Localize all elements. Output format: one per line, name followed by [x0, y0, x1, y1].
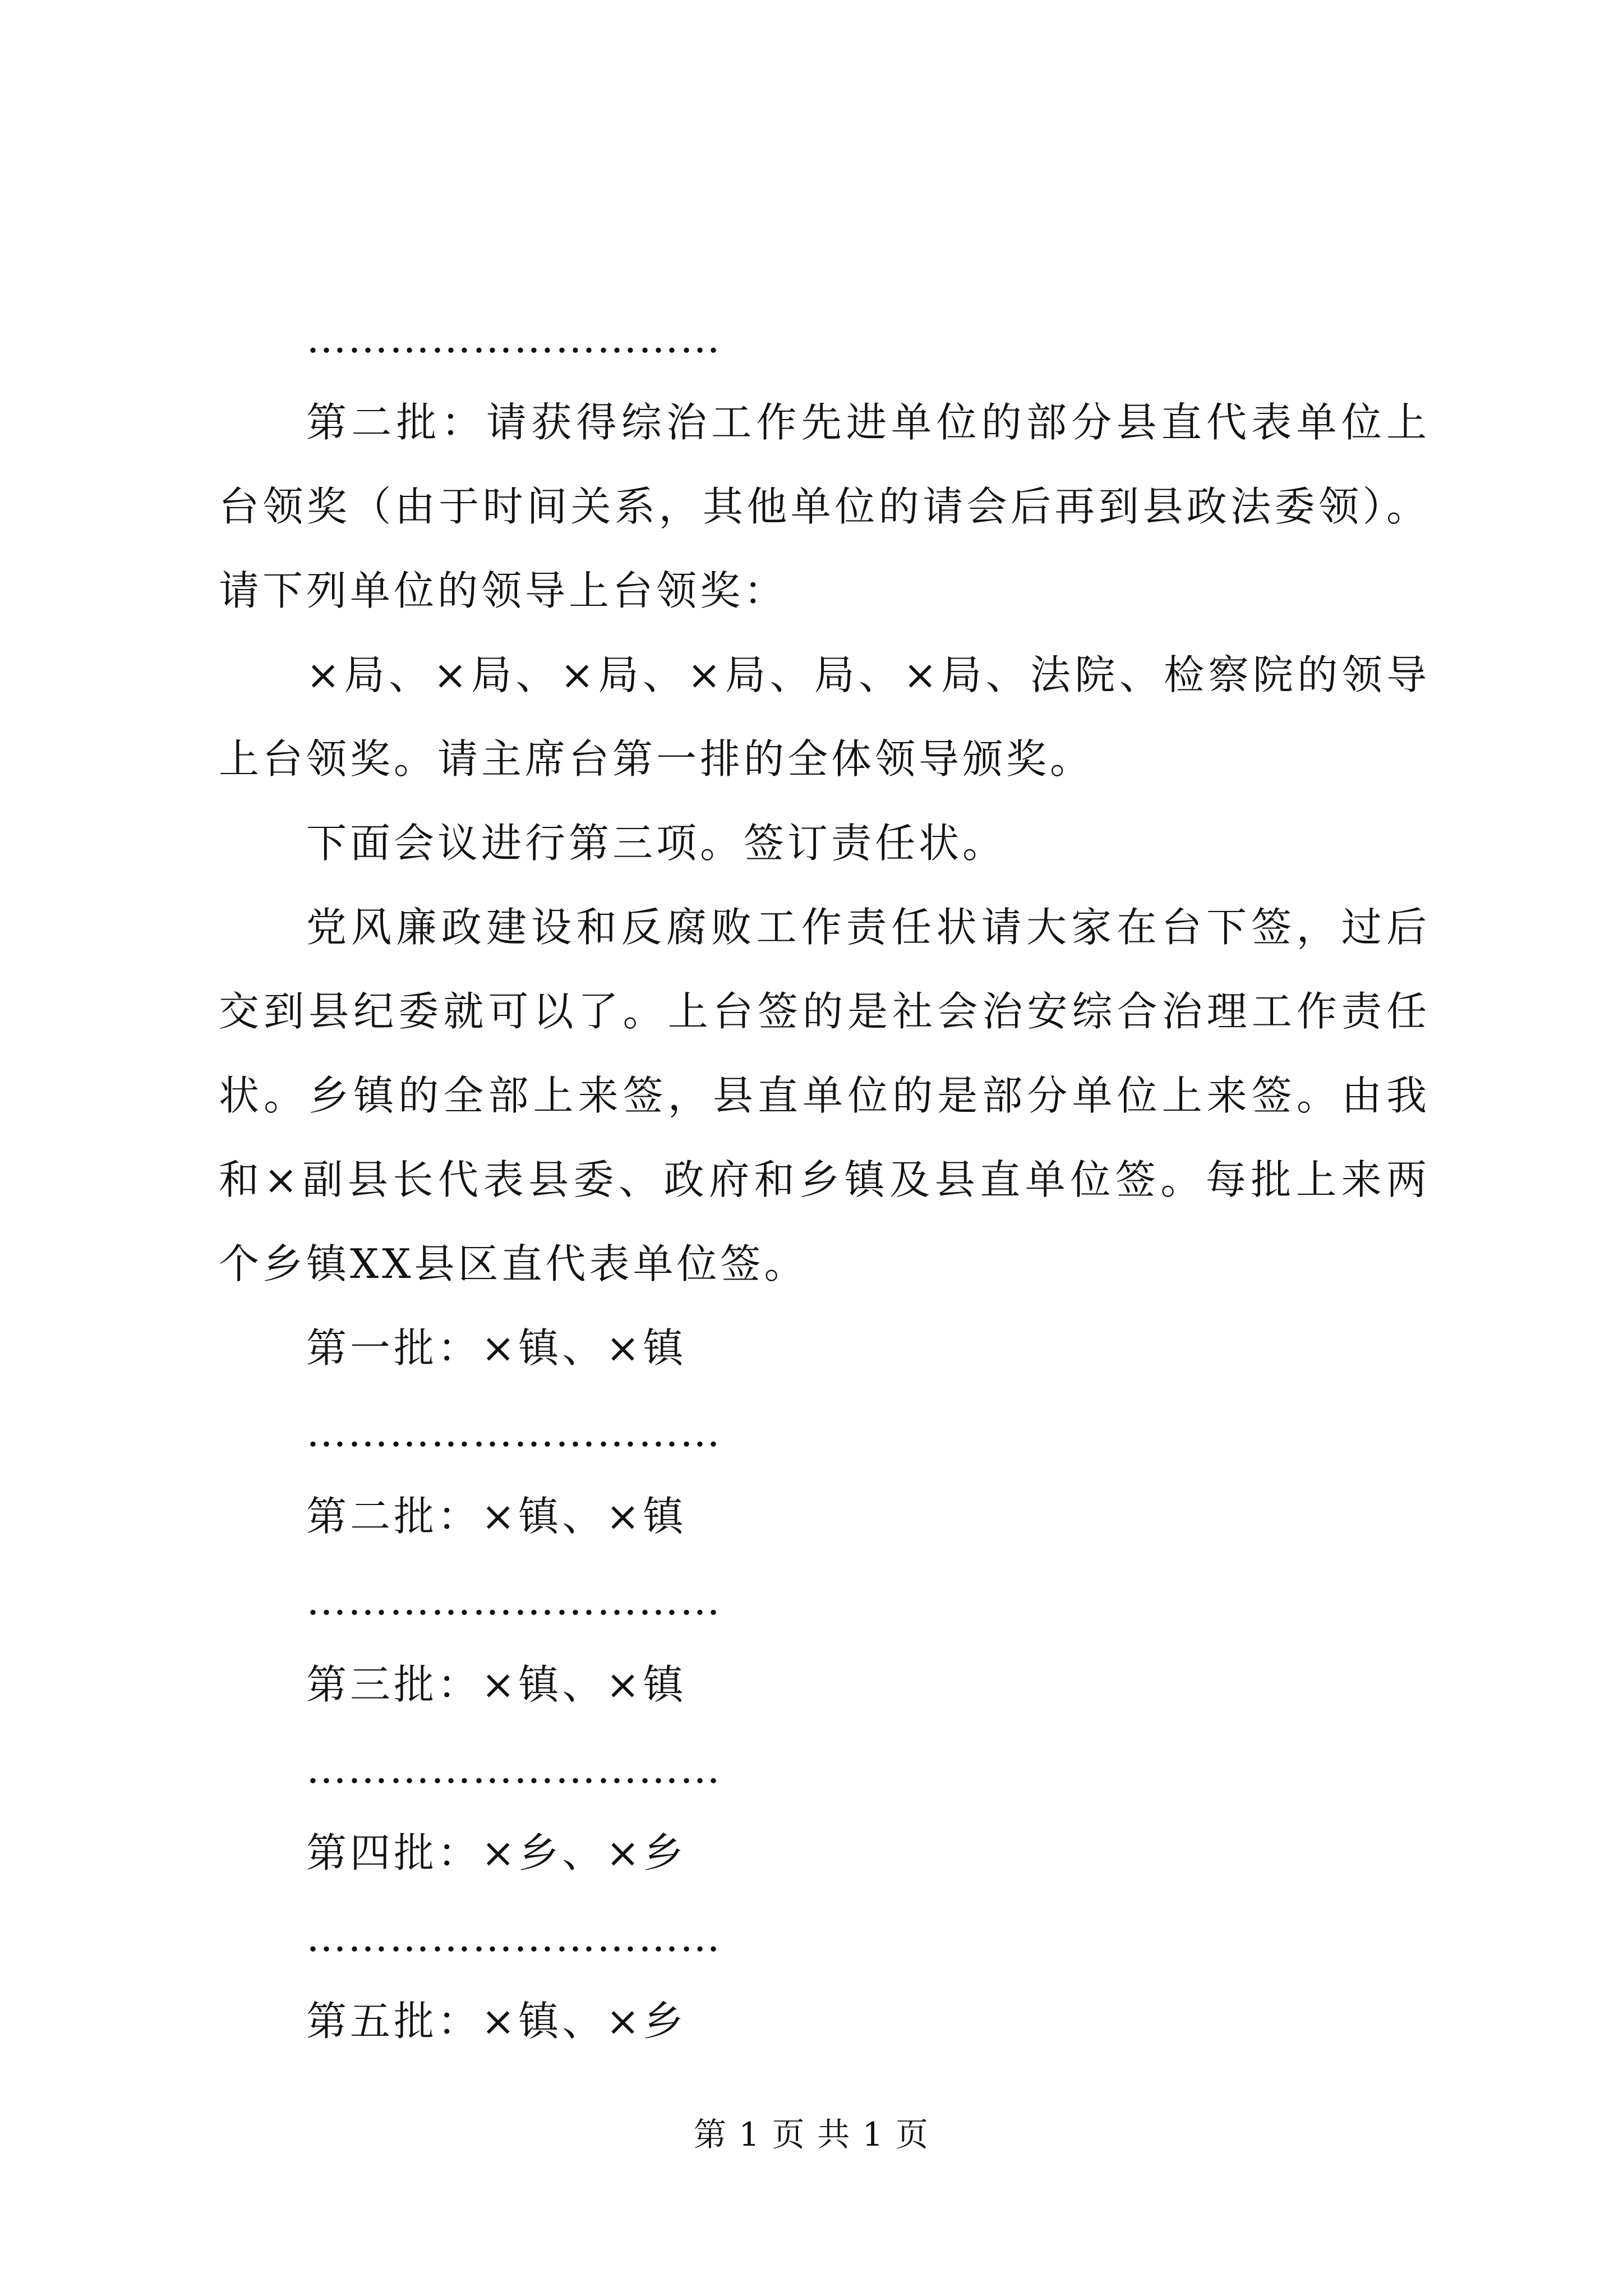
page-footer: 第 1 页 共 1 页 [694, 2115, 929, 2154]
paragraph-second-batch-award: 第二批：请获得综治工作先进单位的部分县直代表单位上台领奖（由于时间关系，其他单位的请会后再到县政法委领）。请下列单位的领导上台领奖： [219, 399, 1430, 614]
ellipsis-line: ………………………… [306, 1577, 721, 1624]
ellipsis-line: ………………………… [306, 1745, 721, 1792]
ellipsis-line: ………………………… [306, 1409, 721, 1456]
batch-5-line: 第五批：×镇、×乡 [306, 1998, 687, 2045]
document-body [219, 296, 1430, 2063]
ellipsis-line: ………………………… [306, 1913, 721, 1961]
batch-3-line: 第三批：×镇、×镇 [306, 1661, 687, 1708]
paragraph-third-item: 下面会议进行第三项。签订责任状。 [306, 820, 1007, 867]
batch-2-line: 第二批：×镇、×镇 [306, 1493, 687, 1540]
paragraph-bureau-list: ×局、×局、×局、×局、局、×局、法院、检察院的领导上台领奖。请主席台第一排的全体领导颁奖。 [219, 651, 1430, 783]
paragraph-responsibility-signing: 党风廉政建设和反腐败工作责任状请大家在台下签，过后交到县纪委就可以了。上台签的是社会治安综合治理工作责任状。乡镇的全部上来签，县直单位的是部分单位上来签。由我和×副县长代表县委、政府和乡镇及县直单位签。每批上来两个乡镇XX县区直代表单位签。 [219, 904, 1430, 1287]
batch-1-line: 第一批：×镇、×镇 [306, 1324, 687, 1372]
batch-4-line: 第四批：×乡、×乡 [306, 1829, 687, 1876]
ellipsis-line: ………………………… [306, 315, 721, 362]
